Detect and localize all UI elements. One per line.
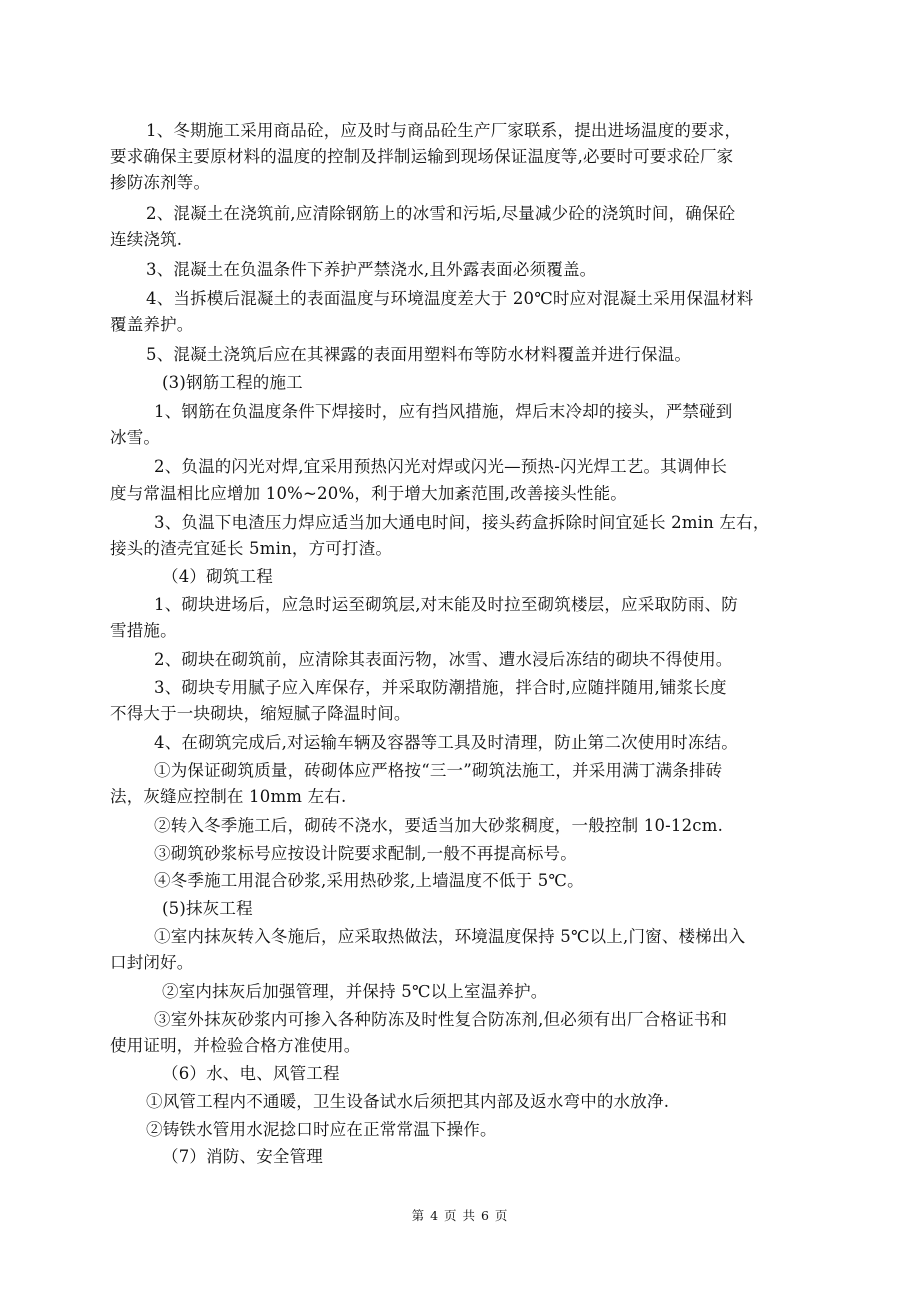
paragraph-line: 度与常温相比应增加 10%~20%，利于增大加紊范围,改善接头性能。 — [110, 484, 627, 503]
paragraph-line: ④冬季施工用混合砂浆,采用热砂浆,上墙温度不低于 5℃。 — [154, 871, 584, 890]
paragraph-line: 1、冬期施工采用商品砼，应及时与商品砼生产厂家联系，提出进场温度的要求， — [146, 121, 742, 140]
page-number-footer: 第 4 页 共 6 页 — [411, 1208, 509, 1223]
paragraph-line: 3、砌块专用腻子应入库保存，并采取防潮措施，拌合时,应随拌随用,铺浆长度 — [154, 678, 727, 697]
paragraph-line: 1、钢筋在负温度条件下焊接时，应有挡风措施，焊后末冷却的接头，严禁碰到 — [154, 402, 733, 421]
paragraph-line: ①室内抹灰转入冬施后，应采取热做法，环境温度保持 5℃以上,门窗、楼梯出入 — [154, 927, 746, 946]
paragraph-line: ①风管工程内不通暖，卫生设备试水后须把其内部及返水弯中的水放净. — [146, 1092, 670, 1111]
paragraph-line: 覆盖养护。 — [110, 315, 194, 334]
paragraph-line: 接头的渣壳宜延长 5min，方可打渣。 — [110, 539, 393, 558]
paragraph-line: ③室外抹灰砂浆内可掺入各种防冻及时性复合防冻剂,但必须有出厂合格证书和 — [154, 1010, 728, 1029]
paragraph-line: 掺防冻剂等。 — [110, 173, 211, 192]
paragraph-line: 4、当拆模后混凝土的表面温度与环境温度差大于 20℃时应对混凝土采用保温材料 — [146, 289, 754, 308]
paragraph-line: 4、在砌筑完成后,对运输车辆及容器等工具及时清理，防止第二次使用时冻结。 — [154, 733, 738, 752]
paragraph-line: 使用证明，并检验合格方准使用。 — [110, 1036, 361, 1055]
paragraph-line: 2、砌块在砌筑前，应清除其表面污物，冰雪、遭水浸后冻结的砌块不得使用。 — [154, 650, 733, 669]
section-heading: (5)抹灰工程 — [162, 899, 253, 918]
paragraph-line: 1、砌块进场后，应急时运至砌筑层,对末能及时拉至砌筑楼层，应采取防雨、防 — [154, 595, 738, 614]
section-heading: （6）水、电、风管工程 — [162, 1064, 340, 1083]
paragraph-line: 连续浇筑. — [110, 230, 183, 249]
section-heading: （4）砌筑工程 — [162, 567, 273, 586]
paragraph-line: 2、负温的闪光对焊,宜采用预热闪光对焊或闪光—预热-闪光焊工艺。其调伸长 — [154, 457, 728, 476]
section-heading: （7）消防、安全管理 — [162, 1147, 323, 1166]
paragraph-line: ①为保证砌筑质量，砖砌体应严格按“三一”砌筑法施工，并采用满丁满条排砖 — [154, 761, 723, 780]
paragraph-line: 3、混凝土在负温条件下养护严禁浇水,且外露表面必须覆盖。 — [146, 260, 597, 279]
paragraph-line: 法，灰缝应控制在 10mm 左右. — [110, 787, 347, 806]
paragraph-line: ③砌筑砂浆标号应按设计院要求配制,一般不再提高标号。 — [154, 844, 577, 863]
paragraph-line: 2、混凝土在浇筑前,应清除钢筋上的冰雪和污垢,尽量减少砼的浇筑时间，确保砼 — [146, 204, 736, 223]
paragraph-line: 不得大于一块砌块，缩短腻子降温时间。 — [110, 704, 411, 723]
paragraph-line: 雪措施。 — [110, 621, 177, 640]
section-heading: (3)钢筋工程的施工 — [162, 373, 303, 392]
paragraph-line: 口封闭好。 — [110, 953, 194, 972]
paragraph-line: 3、负温下电渣压力焊应适当加大通电时间，接头药盒拆除时间宜延长 2min 左右， — [154, 513, 770, 532]
paragraph-line: ②室内抹灰后加强管理，并保持 5℃以上室温养护。 — [162, 982, 548, 1001]
paragraph-line: 冰雪。 — [110, 428, 161, 447]
paragraph-line: 5、混凝土浇筑后应在其裸露的表面用塑料布等防水材料覆盖并进行保温。 — [146, 345, 692, 364]
paragraph-line: 要求确保主要原材料的温度的控制及拌制运输到现场保证温度等,必要时可要求砼厂家 — [110, 147, 734, 166]
paragraph-line: ②铸铁水管用水泥捻口时应在正常常温下操作。 — [146, 1120, 497, 1139]
paragraph-line: ②转入冬季施工后，砌砖不浇水，要适当加大砂浆稠度，一般控制 10-12cm. — [154, 816, 724, 835]
